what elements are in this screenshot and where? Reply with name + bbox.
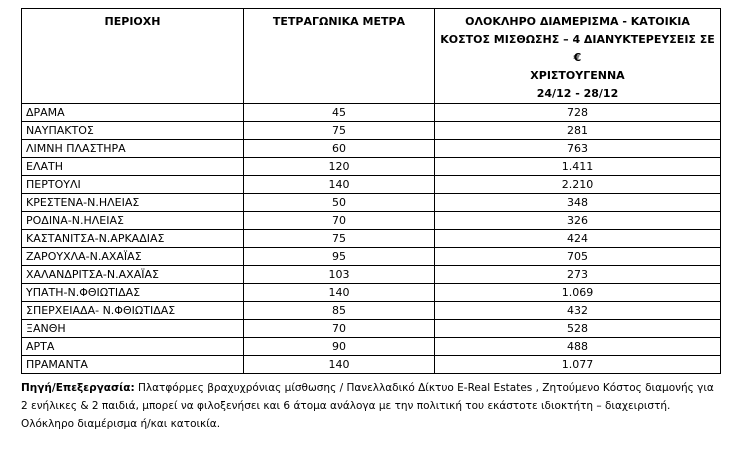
table-header-row: [22, 9, 721, 104]
cell-sqm: 75: [244, 122, 435, 140]
cell-cost: 281: [435, 122, 721, 140]
table-row: [22, 122, 721, 140]
source-label: Πηγή/Επεξεργασία:: [21, 382, 135, 394]
cell-cost: 488: [435, 338, 721, 356]
cell-cost: 1.077: [435, 356, 721, 374]
table-row: [22, 230, 721, 248]
cell-region: ΥΠΑΤΗ-Ν.ΦΘΙΩΤΙΔΑΣ: [22, 284, 244, 302]
cell-sqm: 70: [244, 320, 435, 338]
cell-cost: 705: [435, 248, 721, 266]
cell-region: ΧΑΛΑΝΔΡΙΤΣΑ-Ν.ΑΧΑΪΑΣ: [22, 266, 244, 284]
header-cost-line1: ΟΛΟΚΛΗΡΟ ΔΙΑΜΕΡΙΣΜΑ - ΚΑΤΟΙΚΙΑ: [465, 15, 690, 28]
table-row: [22, 158, 721, 176]
header-cost-line2: ΚΟΣΤΟΣ ΜΙΣΘΩΣΗΣ – 4 ΔΙΑΝΥΚΤΕΡΕΥΣΕΙΣ ΣΕ €: [440, 33, 715, 64]
cell-cost: 763: [435, 140, 721, 158]
cell-sqm: 75: [244, 230, 435, 248]
header-region: ΠΕΡΙΟΧΗ: [22, 9, 244, 104]
cell-sqm: 140: [244, 284, 435, 302]
cell-cost: 432: [435, 302, 721, 320]
source-note: [21, 379, 721, 433]
cell-region: ΖΑΡΟΥΧΛΑ-Ν.ΑΧΑΪΑΣ: [22, 248, 244, 266]
cell-region: ΡΟΔΙΝΑ-Ν.ΗΛΕΙΑΣ: [22, 212, 244, 230]
cell-region: ΔΡΑΜΑ: [22, 104, 244, 122]
cell-cost: 528: [435, 320, 721, 338]
cell-region: ΑΡΤΑ: [22, 338, 244, 356]
cell-cost: 728: [435, 104, 721, 122]
source-text: Πλατφόρμες βραχυχρόνιας μίσθωσης / Πανελλαδικό Δίκτυο E-Real Estates , Ζητούμενο Κόστος διαμονής για 2 ενήλικες & 2 παιδιά, μπορεί να φιλοξενήσει και 6 άτομα ανάλογα με την πολιτική του εκάστοτε ιδιοκτήτη – διαχειριστή. Ολόκληρο διαμέρισμα ή/και κατοικία.: [21, 382, 714, 430]
cell-cost: 348: [435, 194, 721, 212]
cell-cost: 1.411: [435, 158, 721, 176]
cell-sqm: 95: [244, 248, 435, 266]
cell-region: ΠΡΑΜΑΝΤΑ: [22, 356, 244, 374]
table-row: [22, 302, 721, 320]
table-row: [22, 356, 721, 374]
cell-sqm: 85: [244, 302, 435, 320]
table-row: [22, 194, 721, 212]
cell-cost: 424: [435, 230, 721, 248]
cell-sqm: 70: [244, 212, 435, 230]
table-row: [22, 212, 721, 230]
cell-region: ΠΕΡΤΟΥΛΙ: [22, 176, 244, 194]
cell-cost: 273: [435, 266, 721, 284]
cell-cost: 1.069: [435, 284, 721, 302]
cell-sqm: 140: [244, 356, 435, 374]
table-row: [22, 320, 721, 338]
cell-sqm: 120: [244, 158, 435, 176]
cell-sqm: 140: [244, 176, 435, 194]
cell-region: ΕΛΑΤΗ: [22, 158, 244, 176]
cell-region: ΝΑΥΠΑΚΤΟΣ: [22, 122, 244, 140]
table-row: [22, 266, 721, 284]
cell-cost: 326: [435, 212, 721, 230]
table-row: [22, 140, 721, 158]
cell-cost: 2.210: [435, 176, 721, 194]
cell-region: ΚΑΣΤΑΝΙΤΣΑ-Ν.ΑΡΚΑΔΙΑΣ: [22, 230, 244, 248]
header-cost-line3: ΧΡΙΣΤΟΥΓΕΝΝΑ: [530, 69, 625, 82]
table-row: [22, 338, 721, 356]
header-sqm: ΤΕΤΡΑΓΩΝΙΚΑ ΜΕΤΡΑ: [244, 9, 435, 104]
rental-cost-table: [21, 8, 721, 374]
cell-sqm: 90: [244, 338, 435, 356]
header-cost-line4: 24/12 - 28/12: [536, 87, 619, 100]
cell-region: ΚΡΕΣΤΕΝΑ-Ν.ΗΛΕΙΑΣ: [22, 194, 244, 212]
cell-sqm: 60: [244, 140, 435, 158]
cell-region: ΞΑΝΘΗ: [22, 320, 244, 338]
table-row: [22, 176, 721, 194]
cell-sqm: 45: [244, 104, 435, 122]
cell-sqm: 50: [244, 194, 435, 212]
table-row: [22, 104, 721, 122]
cell-region: ΣΠΕΡΧΕΙΑΔΑ- Ν.ΦΘΙΩΤΙΔΑΣ: [22, 302, 244, 320]
table-row: [22, 248, 721, 266]
cell-sqm: 103: [244, 266, 435, 284]
table-row: [22, 284, 721, 302]
header-cost: [435, 9, 721, 104]
cell-region: ΛΙΜΝΗ ΠΛΑΣΤΗΡΑ: [22, 140, 244, 158]
